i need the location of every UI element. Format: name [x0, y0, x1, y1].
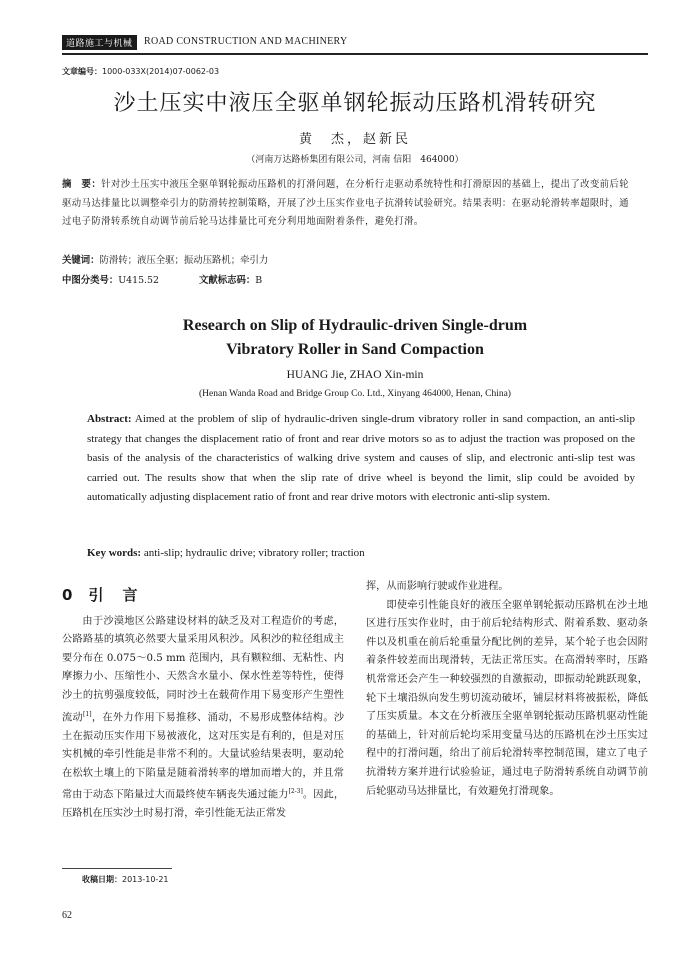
- chinese-keywords-label: 关键词：: [62, 255, 100, 266]
- english-title-line-2: Vibratory Roller in Sand Compaction: [226, 341, 484, 358]
- header-rule: [62, 53, 648, 55]
- chinese-affiliation: （河南万达路桥集团有限公司，河南 信阳 464000）: [246, 155, 464, 165]
- body-paragraph-continued: 挥，从而影响行驶或作业进程。: [366, 581, 509, 592]
- paragraph-text: 由于沙漠地区公路建设材料的缺乏及对工程造价的考虑，公路路基的填筑必然要大量采用风积沙。风积沙的粒径组成主要分布在 0.075～0.5 mm 范围内，具有颗粒细、无粘性、内摩擦力小、压缩性小、天然含水量小、保水性差等特性，使得沙土的抗剪强度较低，同时沙土在载荷作用下易变形产生塑性流动: [62, 615, 344, 723]
- chinese-title: 沙土压实中液压全驱单钢轮振动压路机滑转研究: [113, 91, 597, 116]
- doc-code-label: 文献标志码：: [198, 275, 256, 286]
- section-number: 0: [62, 586, 75, 604]
- clc-label: 中图分类号：: [62, 275, 119, 286]
- section-heading: [62, 586, 344, 605]
- english-abstract: [87, 410, 635, 508]
- received-date-footnote: [82, 874, 169, 885]
- journal-header: [62, 34, 648, 52]
- english-affiliation: (Henan Wanda Road and Bridge Group Co. Ltd., Xinyang 464000, Henan, China): [199, 389, 511, 399]
- received-date-label: 收稿日期：: [82, 875, 122, 884]
- body-column-left: [62, 578, 344, 824]
- paragraph-text: ，在外力作用下易推移、涌动，不易形成整体结构。沙土在振动压实作用下易被液化，这对压实是有利的，但是对压实机械的牵引性能是非常不利的。大量试验结果表明，驱动轮在松软土壤上的下陷量是随着滑转率的增加而增大的，并且常常由于动态下陷量过大而最终使车辆丧失通过能力: [62, 711, 345, 801]
- paragraph-text: 。因此，压路机在压实沙土时易打滑，牵引性能无法正常发: [62, 789, 345, 820]
- article-number-value: 1000-033X(2014)07-0062-03: [102, 67, 220, 76]
- article-number: [62, 66, 219, 77]
- chinese-keywords-text: 防滑转；液压全驱；振动压路机；牵引力: [99, 255, 269, 266]
- english-keywords-text: anti-slip; hydraulic drive; vibratory roller; traction: [141, 547, 365, 559]
- english-authors: HUANG Jie, ZHAO Xin-min: [286, 369, 424, 381]
- journal-tag: 道路施工与机械: [62, 35, 137, 50]
- chinese-abstract-label: 摘 要：: [62, 179, 102, 190]
- body-paragraph: 即使牵引性能良好的液压全驱单钢轮振动压路机在沙土地区进行压实作业时，由于前后轮结构形式、附着系数、驱动条件以及机重在前后轮重量分配比例的差异，某个轮子也会因附着条件较差而出现滑转，无法正常压实。在高滑转率时，压路机常常还会产生一种较强烈的自激振动，即振动轮跳跃现象，轮下土壤沿纵向发生剪切流动破坏，铺层材料将被振松，降低了压实质量。本文在分析液压全驱单钢轮振动压路机驱动性能的基础上，针对前后轮均采用变量马达的压路机在沙土压实过程中的打滑问题，给出了前后轮滑转率控制范围，建立了电子抗滑转方案并进行试验验证，通过电子防滑转系统自动调节前后轮驱动马达排量比，有效避免打滑现象。: [366, 599, 648, 797]
- english-title-line-1: Research on Slip of Hydraulic-driven Single-drum: [182, 317, 528, 334]
- citation-ref: [2-3]: [288, 788, 303, 796]
- english-abstract-label: Abstract:: [87, 413, 132, 425]
- body-column-right: [366, 578, 648, 801]
- citation-ref: [1]: [83, 710, 92, 718]
- english-title: [62, 314, 648, 362]
- section-title: 引 言: [88, 586, 140, 604]
- chinese-abstract-text: 针对沙土压实中液压全驱单钢轮振动压路机的打滑问题，在分析行走驱动系统特性和打滑原因的基础上，提出了改变前后轮驱动马达排量比以调整牵引力的防滑转控制策略，开展了沙土压实作业电子抗滑转试验研究。结果表明：在驱动轮滑转率超限时，通过电子防滑转系统自动调节前后轮马达排量比可充分利用地面附着条件，避免打滑。: [62, 179, 629, 227]
- journal-name: ROAD CONSTRUCTION AND MACHINERY: [144, 36, 348, 47]
- english-keywords-label: Key words:: [87, 547, 142, 559]
- doc-code-value: B: [255, 275, 263, 286]
- received-date-value: 2013-10-21: [122, 875, 169, 884]
- english-abstract-text: Aimed at the problem of slip of hydraulic-driven single-drum vibratory roller in sand compaction, an anti-slip strategy that changes the displacement ratio of front and rear drive motors so as to adjust the traction was proposed on the basis of the analysis of the characteristics of walking drive system and causes of slip, and electronic anti-slip test was carried out. The results show that when the slip rate of drive wheel is beyond the limit, slip could be avoided by automatically adjusting displacement ratio of front and rear drive motors with electronic anti-slip system.: [87, 413, 635, 503]
- article-number-label: 文章编号：: [62, 67, 102, 76]
- body-paragraph: [62, 613, 344, 824]
- chinese-abstract: [62, 176, 632, 232]
- clc-value: U415.52: [118, 275, 159, 286]
- english-keywords: [87, 547, 635, 559]
- chinese-keywords: [62, 252, 632, 266]
- footnote-rule: [62, 868, 172, 869]
- classification-line: [62, 272, 632, 286]
- chinese-authors: 黄 杰，赵新民: [298, 132, 411, 147]
- page-number: 62: [62, 910, 72, 921]
